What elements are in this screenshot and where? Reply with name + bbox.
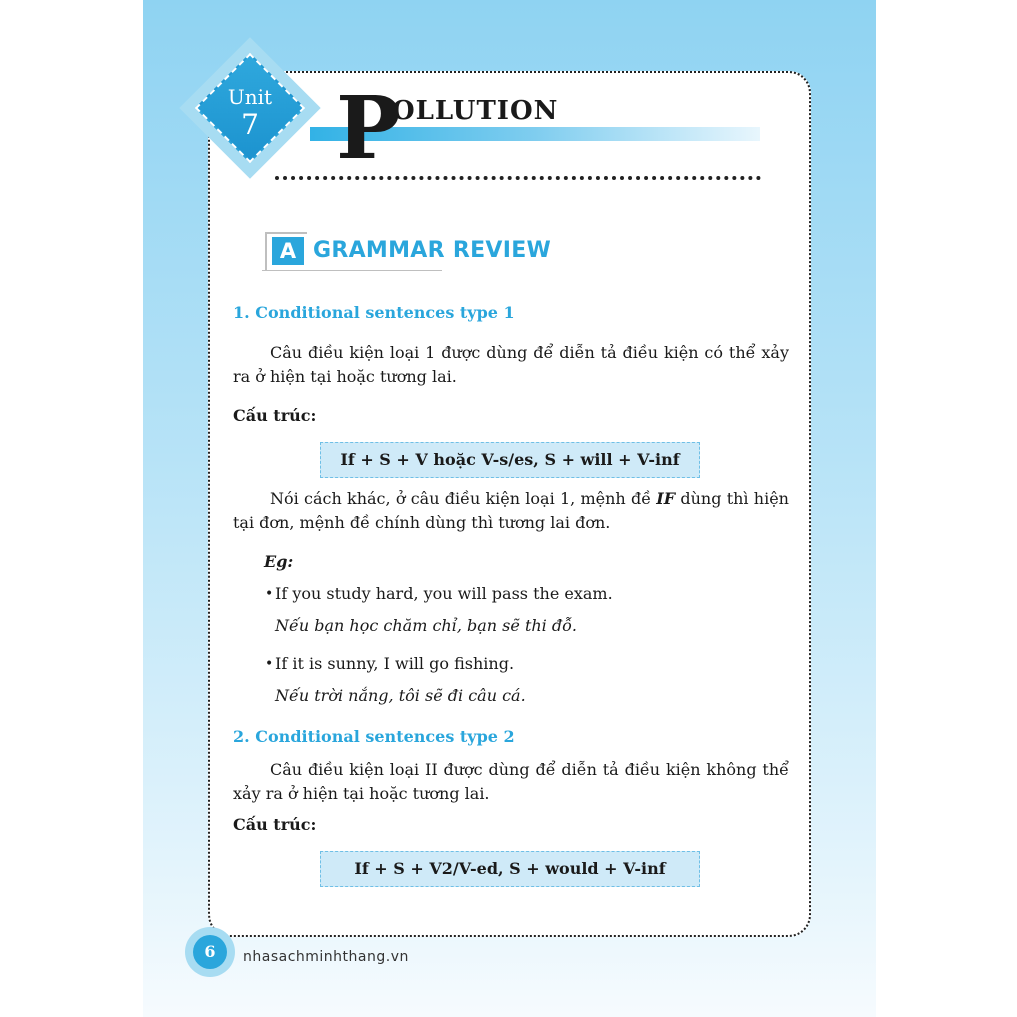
type1-heading: 1. Conditional sentences type 1 xyxy=(233,303,515,322)
type2-structure-label: Cấu trúc: xyxy=(233,815,317,834)
title-initial: P xyxy=(336,78,401,179)
page-number: 6 xyxy=(193,935,227,969)
bullet-marker: • xyxy=(265,586,274,602)
type2-intro xyxy=(233,758,789,806)
type1-formula-box: If + S + V hoặc V-s/es, S + will + V-inf xyxy=(320,442,700,478)
section-title: GRAMMAR REVIEW xyxy=(313,238,552,263)
section-underline xyxy=(262,270,442,271)
title-dotted-rule xyxy=(275,170,761,180)
example-vi: Nếu trời nắng, tôi sẽ đi câu cá. xyxy=(275,686,526,705)
type1-note-after: dùng thì hiện tại đơn, mệnh đề chính dùng thì tương lai đơn. xyxy=(233,489,789,532)
type2-formula-box: If + S + V2/V-ed, S + would + V-inf xyxy=(320,851,700,887)
type1-note xyxy=(233,487,789,535)
website-url: nhasachminhthang.vn xyxy=(243,949,409,965)
type1-note-before: Nói cách khác, ở câu điều kiện loại 1, mệnh đề xyxy=(270,489,657,508)
bullet-marker: • xyxy=(265,656,274,672)
example-en: If you study hard, you will pass the exam. xyxy=(275,584,613,603)
eg-label: Eg: xyxy=(264,552,294,571)
type1-intro xyxy=(233,341,789,389)
type1-structure-label: Cấu trúc: xyxy=(233,406,317,425)
type1-intro-text: Câu điều kiện loại 1 được dùng để diễn tả điều kiện có thể xảy ra ở hiện tại hoặc tương lai. xyxy=(233,343,789,386)
unit-label: Unit xyxy=(227,85,273,109)
example-en: If it is sunny, I will go fishing. xyxy=(275,654,515,673)
unit-number: 7 xyxy=(241,108,259,141)
example-vi: Nếu bạn học chăm chỉ, bạn sẽ thi đỗ. xyxy=(275,616,577,635)
type2-heading: 2. Conditional sentences type 2 xyxy=(233,727,515,746)
section-badge: A xyxy=(272,237,304,265)
type1-note-if: IF xyxy=(656,489,676,508)
type2-intro-text: Câu điều kiện loại II được dùng để diễn tả điều kiện không thể xảy ra ở hiện tại hoặc tương lai. xyxy=(233,760,789,803)
title-text: OLLUTION xyxy=(392,96,559,126)
